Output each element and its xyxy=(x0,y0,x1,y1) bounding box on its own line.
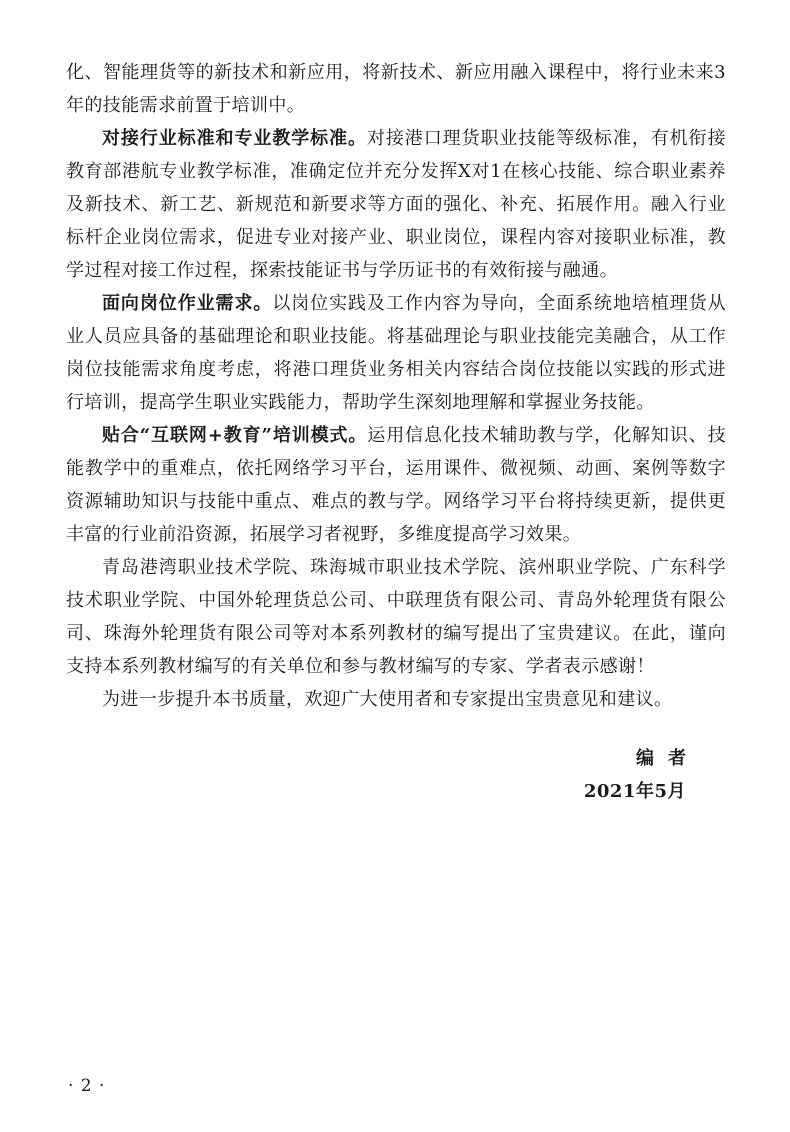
paragraph-job-requirements xyxy=(66,287,726,419)
paragraph-acknowledgements xyxy=(66,551,726,683)
signature-date: 2021年5月 xyxy=(583,781,686,802)
paragraph-text: 对接港口理货职业技能等级标准，有机衔接教育部港航专业教学标准，准确定位并充分发挥X对1在核心技能、综合职业素养及新技术、新工艺、新规范和新要求等方面的强化、补充、拓展作用。融入行业标杆企业岗位需求，促进专业对接产业、职业岗位，课程内容对接职业标准，教学过程对接工作过程，探索技能证书与学历证书的有效衔接与融通。 xyxy=(66,128,726,281)
paragraph-text: 青岛港湾职业技术学院、珠海城市职业技术学院、滨州职业学院、广东科学技术职业学院、中国外轮理货总公司、中联理货有限公司、青岛外轮理货有限公司、珠海外轮理货有限公司等对本系列教材的编写提出了宝贵建议。在此，谨向支持本系列教材编写的有关单位和参与教材编写的专家、学者表示感谢！ xyxy=(66,557,726,677)
signature-author: 编者 xyxy=(636,748,700,769)
paragraph-industry-standards xyxy=(66,122,726,287)
signature-block xyxy=(583,742,700,808)
paragraph-text: 运用信息化技术辅助教与学，化解知识、技能教学中的重难点，依托网络学习平台，运用课件、微视频、动画、案例等数字资源辅助知识与技能中重点、难点的教与学。网络学习平台将持续更新，提供更丰富的行业前沿资源，拓展学习者视野，多维度提高学习效果。 xyxy=(66,425,726,545)
paragraph-lead: 对接行业标准和专业教学标准。 xyxy=(102,128,367,149)
paragraph-continuation xyxy=(66,56,726,122)
paragraph-text: 为进一步提升本书质量，欢迎广大使用者和专家提出宝贵意见和建议。 xyxy=(102,689,673,710)
paragraph-lead: 面向岗位作业需求。 xyxy=(102,293,273,314)
paragraph-lead: 贴合“互联网+教育”培训模式。 xyxy=(102,425,368,446)
body-text xyxy=(66,56,726,716)
paragraph-text: 化、智能理货等的新技术和新应用，将新技术、新应用融入课程中，将行业未来3年的技能需求前置于培训中。 xyxy=(66,62,726,116)
paragraph-text: 以岗位实践及工作内容为导向，全面系统地培植理货从业人员应具备的基础理论和职业技能。将基础理论与职业技能完美融合，从工作岗位技能需求角度考虑，将港口理货业务相关内容结合岗位技能以实践的形式进行培训，提高学生职业实践能力，帮助学生深刻地理解和掌握业务技能。 xyxy=(66,293,726,413)
page-number: · 2 · xyxy=(68,1076,106,1096)
paragraph-feedback xyxy=(66,683,726,716)
paragraph-internet-education xyxy=(66,419,726,551)
